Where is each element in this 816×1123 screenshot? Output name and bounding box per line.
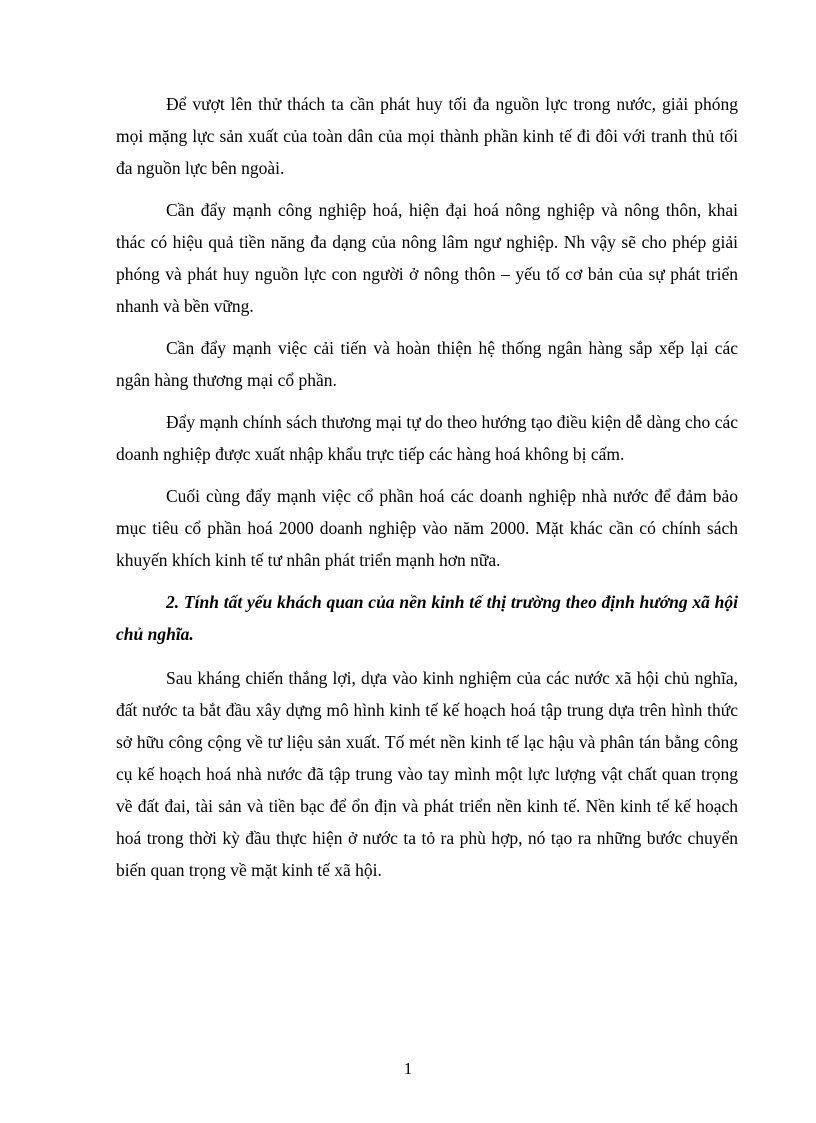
section-heading: 2. Tính tất yếu khách quan của nền kinh tế thị trường theo định hướng xã hội chủ nghĩa. [116, 592, 738, 644]
body-paragraph: Để vượt lên thử thách ta cần phát huy tối đa nguồn lực trong nước, giải phóng mọi mặng lực sản xuất của toàn dân của mọi thành phần kinh tế đi đôi với tranh thủ tối đa nguồn lực bên ngoài. [116, 94, 738, 178]
body-paragraph: Cần đẩy mạnh việc cải tiến và hoàn thiện hệ thống ngân hàng sắp xếp lại các ngân hàng thương mại cổ phần. [116, 338, 738, 390]
body-paragraph: Đẩy mạnh chính sách thương mại tự do theo hướng tạo điều kiện dễ dàng cho các doanh nghiệp được xuất nhập khẩu trực tiếp các hàng hoá không bị cấm. [116, 412, 738, 464]
page-body [116, 88, 738, 896]
body-paragraph: Cuối cùng đẩy mạnh việc cổ phần hoá các doanh nghiệp nhà nước để đảm bảo mục tiêu cổ phần hoá 2000 doanh nghiệp vào năm 2000. Mặt khác cần có chính sách khuyến khích kinh tế tư nhân phát triển mạnh hơn nữa. [116, 486, 738, 570]
body-paragraph: Cần đẩy mạnh công nghiệp hoá, hiện đại hoá nông nghiệp và nông thôn, khai thác có hiệu quả tiền năng đa dạng của nông lâm ngư nghiệp. Nh vậy sẽ cho phép giải phóng và phát huy nguồn lực con người ở nông thôn – yếu tố cơ bản của sự phát triển nhanh và bền vững. [116, 200, 738, 316]
body-paragraph: Sau kháng chiến thắng lợi, dựa vào kinh nghiệm của các nước xã hội chủ nghĩa, đất nước ta bắt đầu xây dựng mô hình kinh tế kế hoạch hoá tập trung dựa trên hình thức sở hữu công cộng về tư liệu sản xuất. Tố mét nền kinh tế lạc hậu và phân tán bằng công cụ kế hoạch hoá nhà nước đã tập trung vào tay mình một lực lượng vật chất quan trọng về đất đai, tài sản và tiền bạc để ổn địn và phát triển nền kinh tế. Nền kinh tế kế hoạch hoá trong thời kỳ đầu thực hiện ở nước ta tỏ ra phù hợp, nó tạo ra những bước chuyển biến quan trọng về mặt kinh tế xã hội. [116, 668, 738, 880]
page-number: 1 [403, 1059, 413, 1078]
